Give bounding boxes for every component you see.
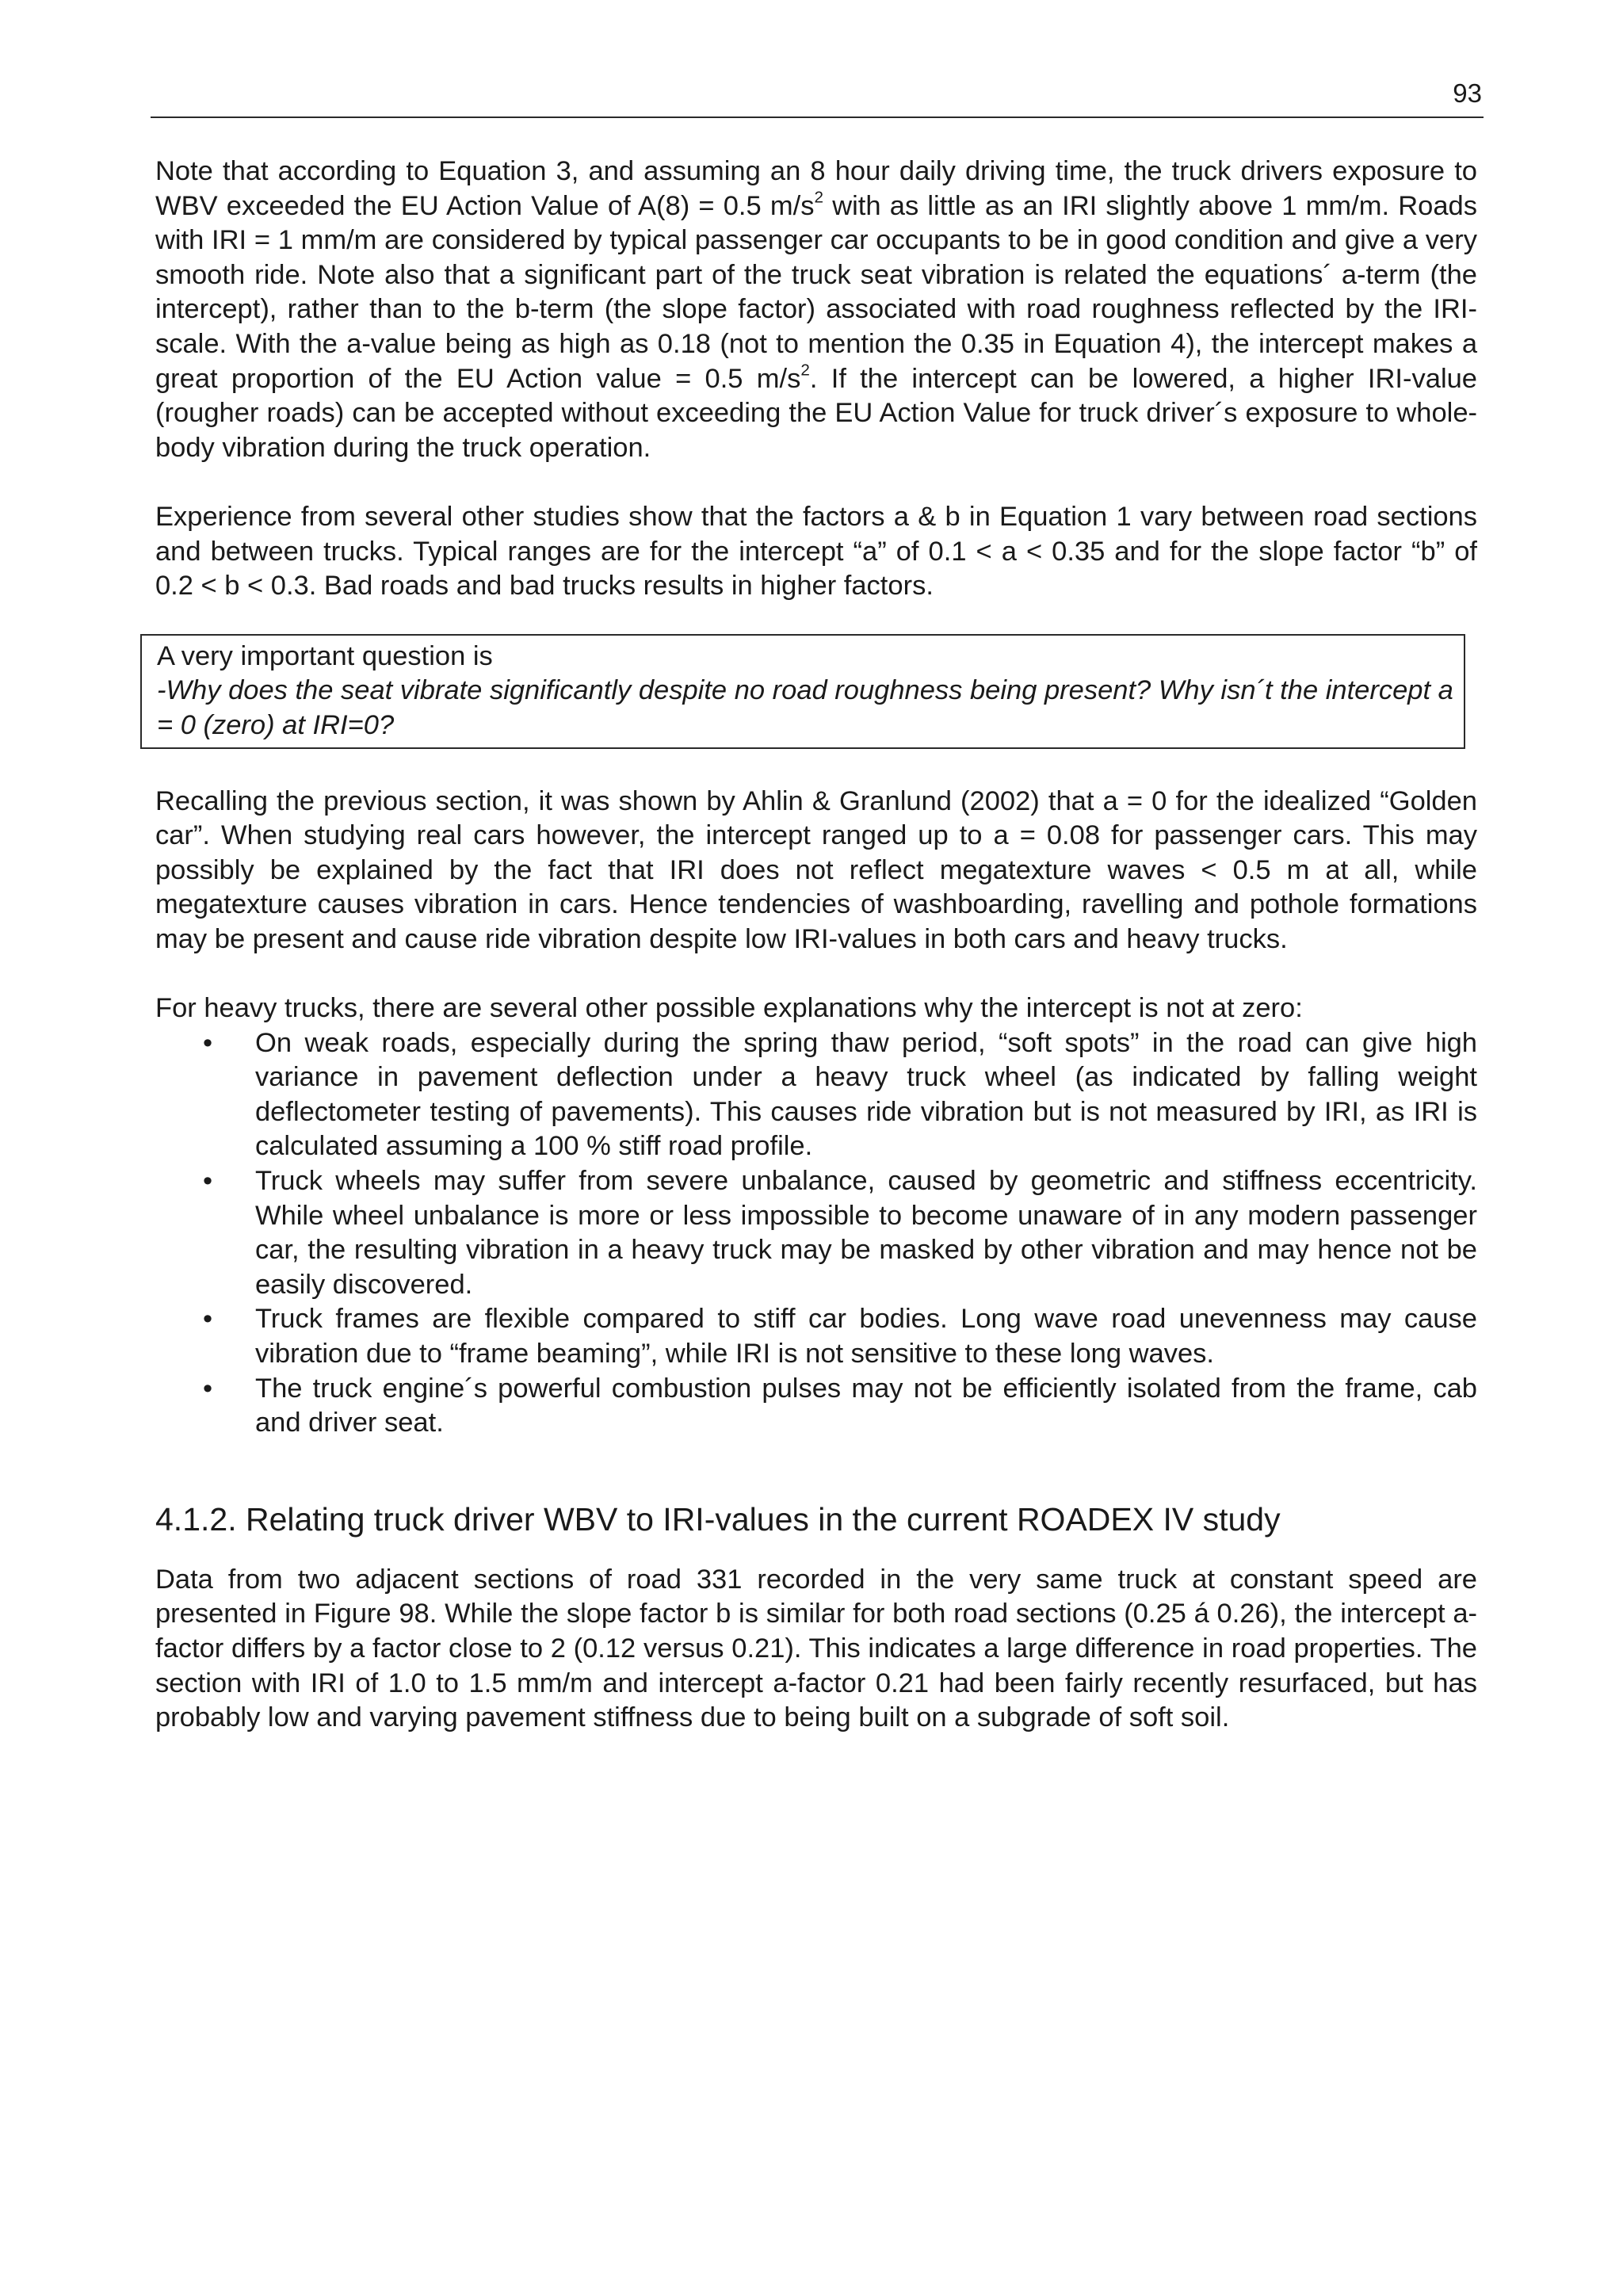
list-item-text: On weak roads, especially during the spring thaw period, “soft spots” in the road can give high variance in pavement deflection under a heavy truck wheel (as indicated by falling weight deflectometer testing of pavements). This causes ride vibration but is not measured by IRI, as IRI is calculated assuming a 100 % stiff road profile. [255,1027,1477,1162]
list-item [155,1164,1477,1302]
paragraph-1-text-c: . If the intercept can be lowered, a higher IRI-value (rougher roads) can be accepted without exceeding the EU Action Value for truck driver´s exposure to whole-body vibration during the truck operation. [155,363,1477,463]
paragraph-road-331-data: Data from two adjacent sections of road 331 recorded in the very same truck at constant speed are presented in Figure 98. While the slope factor b is similar for both road sections (0.25 á 0.26), the intercept a-factor differs by a factor close to 2 (0.12 versus 0.21). This indicates a large difference in road properties. The section with IRI of 1.0 to 1.5 mm/m and intercept a-factor 0.21 had been fairly recently resurfaced, but has probably low and varying pavement stiffness due to being built on a subgrade of soft soil. [155,1564,1477,1733]
question-intro: A very important question is [157,640,493,671]
paragraph-gap [155,1539,1477,1563]
explanations-list [155,1026,1477,1441]
paragraph-1-text-b: with as little as an IRI slightly above 1 mm/m. Roads with IRI = 1 mm/m are considered by typical passenger car occupants to be in good condition and give a very smooth ride. Note also that a significant part of the truck seat vibration is related the equations´ a-term (the intercept), rather than to the b-term (the slope factor) associated with road roughness reflected by the IRI-scale. With the a-value being as high as 0.18 (not to mention the 0.35 in Equation 4), the intercept makes a great proportion of the EU Action value = 0.5 m/s [155,190,1477,394]
page-number: 93 [1453,78,1482,108]
list-item-text: Truck wheels may suffer from severe unbalance, caused by geometric and stiffness eccentricity. While wheel unbalance is more or less impossible to become unaware of in any modern passenger car, the resulting vibration in a heavy truck may be masked by other vibration and may hence not be easily discovered. [255,1166,1477,1300]
list-item-text: Truck frames are flexible compared to stiff car bodies. Long wave road unevenness may cause vibration due to “frame beaming”, while IRI is not sensitive to these long waves. [255,1304,1477,1369]
header-rule [151,117,1484,118]
paragraph-1-text-a: Note that according to Equation 3, and assuming an 8 hour daily driving time, the truck drivers exposure to WBV exceeded the EU Action Value of A(8) = 0.5 m/s [155,156,1477,221]
bullet-icon: • [203,1304,213,1335]
paragraph-gap [155,465,1477,500]
bullet-icon: • [203,1166,213,1197]
paragraph-gap [155,604,1477,634]
list-item [155,1026,1477,1164]
bullet-icon: • [203,1373,213,1404]
page-body [155,155,1477,1736]
list-item [155,1372,1477,1441]
question-text: -Why does the seat vibrate significantly despite no road roughness being present? Why isn´t the intercept a = 0 (zero) at IRI=0? [157,675,1453,740]
bullet-icon: • [203,1027,213,1058]
superscript-squared: 2 [800,361,810,380]
list-item-text: The truck engine´s powerful combustion pulses may not be efficiently isolated from the frame, cab and driver seat. [255,1373,1477,1438]
paragraph-factor-ranges: Experience from several other studies show that the factors a & b in Equation 1 vary between road sections and between trucks. Typical ranges are for the intercept “a” of 0.1 < a < 0.35 and for the slope factor “b” of 0.2 < b < 0.3. Bad roads and bad trucks results in higher factors. [155,501,1477,602]
list-item [155,1302,1477,1371]
paragraph-gap [155,957,1477,991]
superscript-squared: 2 [814,188,823,207]
paragraph-golden-car: Recalling the previous section, it was shown by Ahlin & Granlund (2002) that a = 0 for the idealized “Golden car”. When studying real cars however, the intercept ranged up to a = 0.08 for passenger cars. This may possibly be explained by the fact that IRI does not reflect megatexture waves < 0.5 m at all, while megatexture causes vibration in cars. Hence tendencies of washboarding, ravelling and pothole formations may be present and cause ride vibration despite low IRI-values in both cars and heavy trucks. [155,785,1477,954]
section-gap [155,1441,1477,1499]
question-box [140,634,1465,749]
section-heading: 4.1.2. Relating truck driver WBV to IRI-values in the current ROADEX IV study [155,1500,1281,1538]
paragraph-heavy-trucks-intro: For heavy trucks, there are several other possible explanations why the intercept is not at zero: [155,993,1303,1024]
paragraph-equation-3-note [155,155,1477,465]
paragraph-gap [155,749,1477,785]
